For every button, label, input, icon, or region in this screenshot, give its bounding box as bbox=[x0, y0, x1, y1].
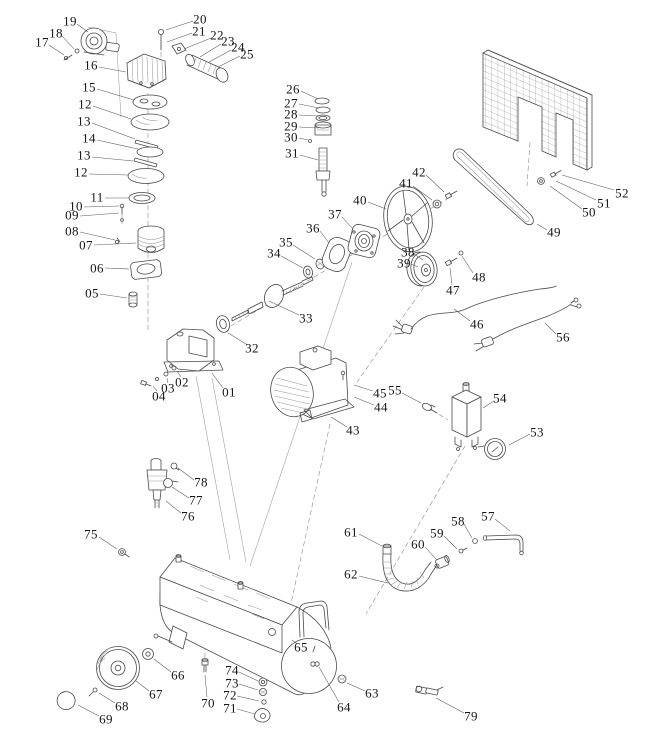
part-label-30: 30 bbox=[284, 129, 298, 145]
part-label-42: 42 bbox=[412, 164, 426, 180]
part-label-62: 62 bbox=[344, 566, 358, 582]
part-label-22: 22 bbox=[210, 27, 224, 43]
part-label-21: 21 bbox=[192, 23, 206, 39]
part-label-38: 38 bbox=[401, 244, 415, 260]
part-label-37: 37 bbox=[328, 206, 342, 222]
part-label-49: 49 bbox=[547, 224, 561, 240]
part-label-67: 67 bbox=[149, 686, 163, 702]
part-label-15: 15 bbox=[82, 79, 96, 95]
part-label-65: 65 bbox=[294, 639, 308, 655]
part-label-47: 47 bbox=[446, 282, 460, 298]
part-label-19: 19 bbox=[63, 13, 77, 29]
part-label-33: 33 bbox=[299, 310, 313, 326]
part-label-74: 74 bbox=[225, 662, 239, 678]
part-label-72: 72 bbox=[223, 687, 237, 703]
part-label-24: 24 bbox=[231, 39, 245, 55]
part-label-03: 03 bbox=[161, 380, 175, 396]
part-label-77: 77 bbox=[189, 492, 203, 508]
part-label-16: 16 bbox=[84, 57, 98, 73]
part-label-07: 07 bbox=[79, 237, 93, 253]
part-label-06: 06 bbox=[90, 260, 104, 276]
part-label-39: 39 bbox=[397, 255, 411, 271]
part-label-48: 48 bbox=[472, 269, 486, 285]
part-label-14: 14 bbox=[82, 130, 96, 146]
part-label-36: 36 bbox=[306, 220, 320, 236]
part-label-09: 09 bbox=[65, 207, 79, 223]
part-label-27: 27 bbox=[284, 95, 298, 111]
part-label-32: 32 bbox=[245, 340, 259, 356]
part-label-18: 18 bbox=[49, 25, 63, 41]
part-label-25: 25 bbox=[240, 46, 254, 62]
part-label-53: 53 bbox=[530, 424, 544, 440]
part-label-31: 31 bbox=[285, 145, 299, 161]
part-label-58: 58 bbox=[451, 513, 465, 529]
part-label-73: 73 bbox=[225, 675, 239, 691]
part-label-01: 01 bbox=[222, 384, 236, 400]
part-label-66: 66 bbox=[171, 667, 185, 683]
part-label-12: 12 bbox=[74, 164, 88, 180]
part-label-76: 76 bbox=[181, 508, 195, 524]
part-label-41: 41 bbox=[399, 175, 413, 191]
part-label-71: 71 bbox=[223, 700, 237, 716]
part-label-79: 79 bbox=[464, 708, 478, 724]
part-label-10: 10 bbox=[69, 198, 83, 214]
part-label-52: 52 bbox=[615, 185, 629, 201]
part-label-20: 20 bbox=[193, 11, 207, 27]
part-label-61: 61 bbox=[344, 524, 358, 540]
part-label-04: 04 bbox=[152, 388, 166, 404]
part-label-54: 54 bbox=[493, 390, 507, 406]
part-label-70: 70 bbox=[201, 695, 215, 711]
part-label-05: 05 bbox=[85, 285, 99, 301]
part-label-51: 51 bbox=[597, 195, 611, 211]
part-label-08: 08 bbox=[65, 223, 79, 239]
part-label-68: 68 bbox=[115, 698, 129, 714]
part-label-26: 26 bbox=[286, 81, 300, 97]
part-label-59: 59 bbox=[430, 525, 444, 541]
part-label-13: 13 bbox=[77, 147, 91, 163]
part-label-12: 12 bbox=[78, 96, 92, 112]
part-label-23: 23 bbox=[221, 33, 235, 49]
part-label-44: 44 bbox=[374, 399, 388, 415]
part-label-63: 63 bbox=[365, 685, 379, 701]
part-label-43: 43 bbox=[346, 422, 360, 438]
part-label-55: 55 bbox=[388, 382, 402, 398]
part-label-78: 78 bbox=[194, 474, 208, 490]
part-label-69: 69 bbox=[99, 711, 113, 727]
part-label-11: 11 bbox=[90, 189, 104, 205]
part-label-17: 17 bbox=[35, 34, 49, 50]
part-label-45: 45 bbox=[373, 385, 387, 401]
part-label-60: 60 bbox=[411, 536, 425, 552]
part-label-46: 46 bbox=[470, 316, 484, 332]
part-label-64: 64 bbox=[337, 699, 351, 715]
part-label-50: 50 bbox=[582, 204, 596, 220]
part-label-28: 28 bbox=[284, 106, 298, 122]
part-label-02: 02 bbox=[175, 374, 189, 390]
part-label-57: 57 bbox=[481, 508, 495, 524]
part-label-29: 29 bbox=[284, 118, 298, 134]
part-label-13: 13 bbox=[77, 113, 91, 129]
part-label-75: 75 bbox=[84, 526, 98, 542]
part-label-56: 56 bbox=[556, 329, 570, 345]
part-label-34: 34 bbox=[267, 245, 281, 261]
part-label-35: 35 bbox=[279, 234, 293, 250]
part-label-40: 40 bbox=[353, 192, 367, 208]
